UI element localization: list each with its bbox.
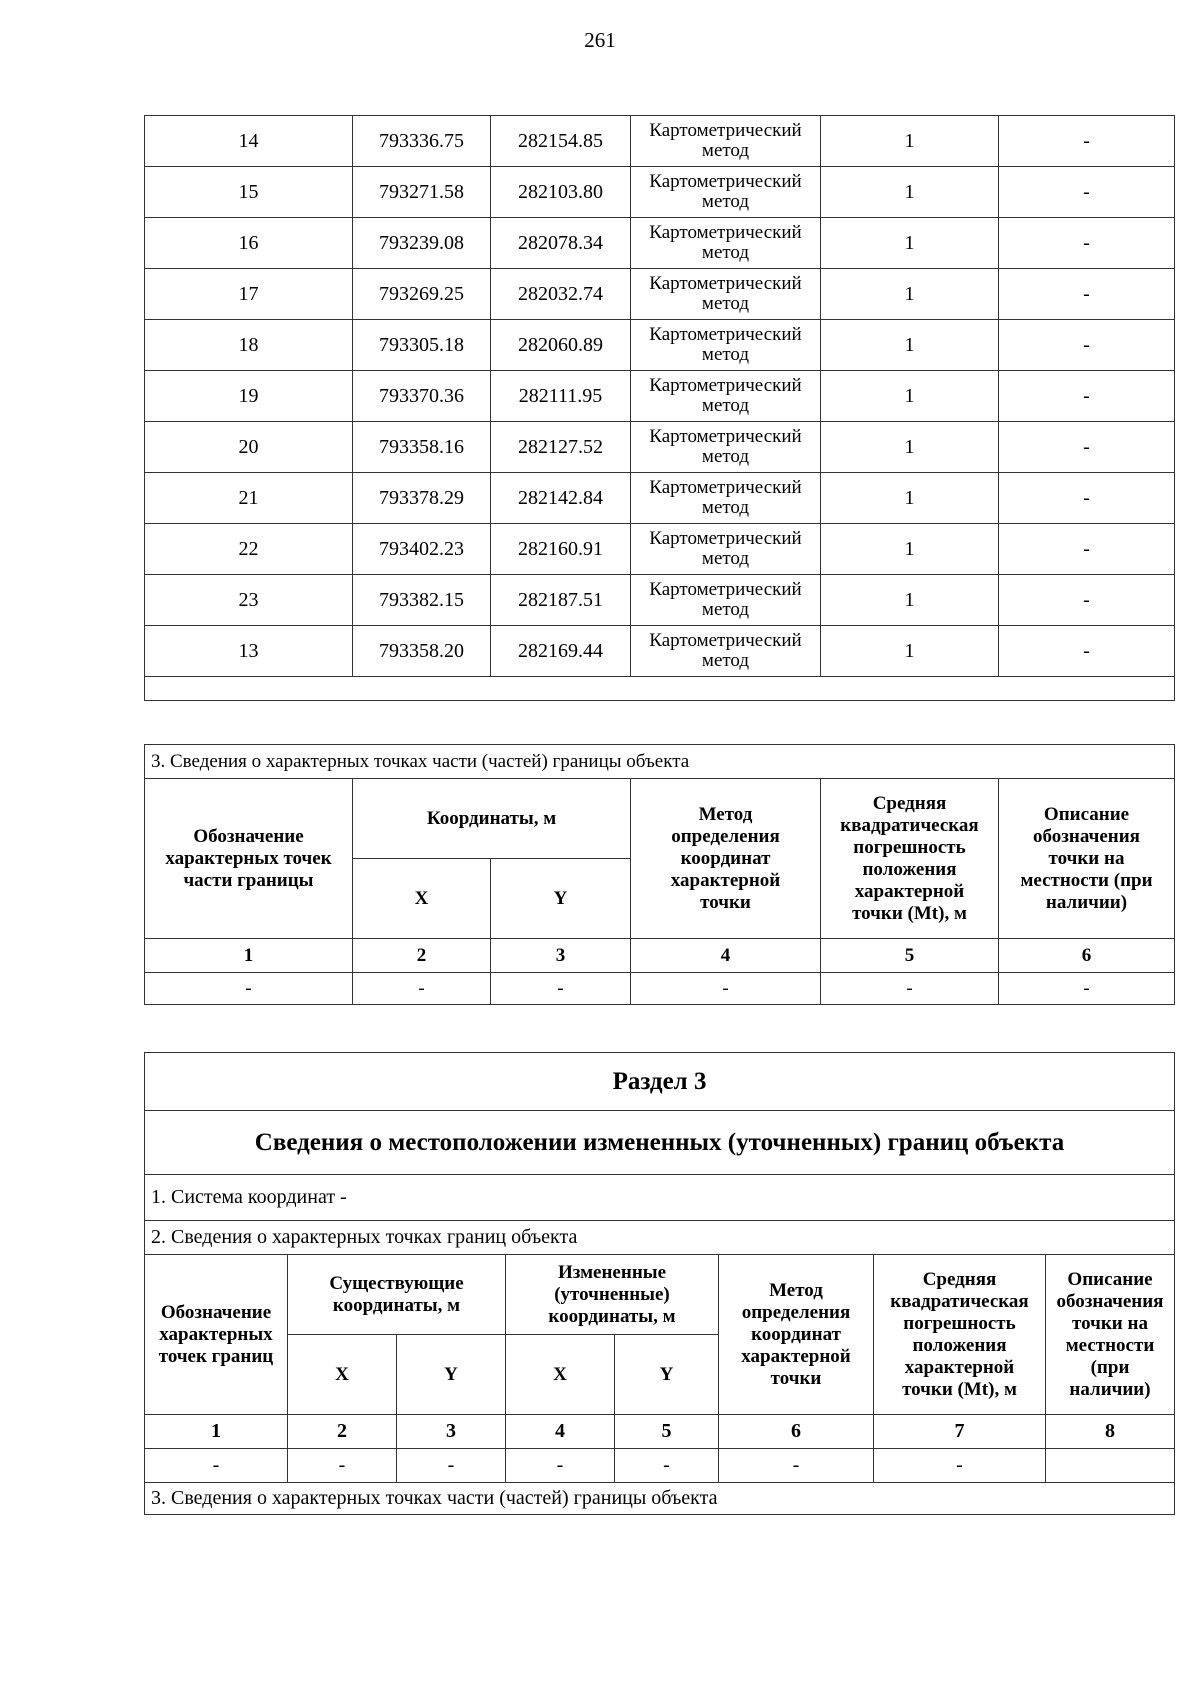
coord-x: 793402.23 [353,524,491,575]
mean-error: 1 [821,422,999,473]
coord-x: 793382.15 [353,575,491,626]
col-number: 6 [719,1415,874,1449]
mean-error: 1 [821,473,999,524]
point-number: 13 [145,626,353,677]
mean-error: 1 [821,116,999,167]
col-number: 4 [506,1415,615,1449]
coord-x: 793358.16 [353,422,491,473]
coord-y: 282078.34 [491,218,631,269]
point-number: 20 [145,422,353,473]
col-description: Описание обозначения точки на местности (при наличии) [999,779,1175,939]
point-number: 23 [145,575,353,626]
table-cell: - [719,1449,874,1483]
col-number: 3 [397,1415,506,1449]
method: Картометрический метод [631,269,821,320]
coord-y: 282103.80 [491,167,631,218]
coord-x: 793370.36 [353,371,491,422]
col-number: 3 [491,939,631,973]
table-row [145,473,1175,524]
table-cell: - [145,973,353,1005]
mean-error: 1 [821,218,999,269]
description: - [999,422,1175,473]
table-row [145,422,1175,473]
coord-x: 793336.75 [353,116,491,167]
method: Картометрический метод [631,422,821,473]
table-cell: - [615,1449,719,1483]
part-title: 3. Сведения о характерных точках части (частей) границы объекта [145,1483,1175,1515]
coord-y: 282032.74 [491,269,631,320]
col-coordinates: Координаты, м [353,779,631,859]
table-row [145,167,1175,218]
col-number: 1 [145,1415,288,1449]
mean-error: 1 [821,269,999,320]
col-changed-x: X [506,1335,615,1415]
mean-error: 1 [821,371,999,422]
table-cell: - [506,1449,615,1483]
point-number: 14 [145,116,353,167]
table-row [145,269,1175,320]
method: Картометрический метод [631,575,821,626]
description: - [999,575,1175,626]
coord-x: 793358.20 [353,626,491,677]
col-method: Метод определения координат характерной точки [719,1255,874,1415]
description: - [999,269,1175,320]
col-method: Метод определения координат характерной точки [631,779,821,939]
coord-y: 282169.44 [491,626,631,677]
col-number: 4 [631,939,821,973]
section-title: Сведения о местоположении измененных (уточненных) границ объекта [145,1111,1175,1175]
coord-y: 282160.91 [491,524,631,575]
col-designation: Обозначение характерных точек части границы [145,779,353,939]
col-changed-y: Y [615,1335,719,1415]
points-title: 2. Сведения о характерных точках границ объекта [145,1221,1175,1255]
table-row [145,218,1175,269]
coord-x: 793271.58 [353,167,491,218]
table-cell: - [874,1449,1046,1483]
method: Картометрический метод [631,167,821,218]
boundary-points-table [144,115,1175,701]
point-number: 21 [145,473,353,524]
col-description: Описание обозначения точки на местности (при наличии) [1046,1255,1175,1415]
method: Картометрический метод [631,320,821,371]
coord-x: 793239.08 [353,218,491,269]
page-number: 261 [584,28,616,52]
col-mean-error: Средняя квадратическая погрешность положения характерной точки (Mt), м [821,779,999,939]
col-number: 1 [145,939,353,973]
col-x: X [353,859,491,939]
col-number: 5 [821,939,999,973]
col-mean-error: Средняя квадратическая погрешность положения характерной точки (Mt), м [874,1255,1046,1415]
col-existing-coordinates: Существующие координаты, м [288,1255,506,1335]
col-changed-coordinates: Измененные (уточненные) координаты, м [506,1255,719,1335]
point-number: 16 [145,218,353,269]
col-number: 8 [1046,1415,1175,1449]
point-number: 22 [145,524,353,575]
table-row [145,371,1175,422]
section-heading: Раздел 3 [145,1053,1175,1111]
description: - [999,371,1175,422]
col-y: Y [491,859,631,939]
table-row [145,320,1175,371]
col-number: 2 [288,1415,397,1449]
table-cell [1046,1449,1175,1483]
col-existing-x: X [288,1335,397,1415]
coord-y: 282060.89 [491,320,631,371]
table-cell: - [353,973,491,1005]
table-row [145,116,1175,167]
coord-x: 793305.18 [353,320,491,371]
description: - [999,218,1175,269]
description: - [999,167,1175,218]
part-boundary-table [144,744,1175,1005]
point-number: 15 [145,167,353,218]
coord-y: 282142.84 [491,473,631,524]
point-number: 17 [145,269,353,320]
coord-y: 282187.51 [491,575,631,626]
col-designation: Обозначение характерных точек границ [145,1255,288,1415]
col-existing-y: Y [397,1335,506,1415]
table-cell: - [397,1449,506,1483]
method: Картометрический метод [631,371,821,422]
mean-error: 1 [821,524,999,575]
table-row [145,524,1175,575]
coord-x: 793378.29 [353,473,491,524]
section-3-table [144,1052,1175,1515]
col-number: 2 [353,939,491,973]
description: - [999,524,1175,575]
point-number: 19 [145,371,353,422]
mean-error: 1 [821,575,999,626]
table-cell: - [999,973,1175,1005]
table-row [145,626,1175,677]
description: - [999,116,1175,167]
col-number: 5 [615,1415,719,1449]
coord-y: 282111.95 [491,371,631,422]
mean-error: 1 [821,320,999,371]
table-cell: - [288,1449,397,1483]
method: Картометрический метод [631,473,821,524]
mean-error: 1 [821,626,999,677]
method: Картометрический метод [631,626,821,677]
table-cell: - [631,973,821,1005]
col-number: 6 [999,939,1175,973]
coord-y: 282127.52 [491,422,631,473]
coord-y: 282154.85 [491,116,631,167]
coord-x: 793269.25 [353,269,491,320]
method: Картометрический метод [631,218,821,269]
mean-error: 1 [821,167,999,218]
part-table-title: 3. Сведения о характерных точках части (частей) границы объекта [145,745,1175,779]
col-number: 7 [874,1415,1046,1449]
table-row [145,575,1175,626]
method: Картометрический метод [631,524,821,575]
table-cell: - [821,973,999,1005]
description: - [999,626,1175,677]
table-cell: - [145,1449,288,1483]
description: - [999,320,1175,371]
table-cell: - [491,973,631,1005]
method: Картометрический метод [631,116,821,167]
point-number: 18 [145,320,353,371]
description: - [999,473,1175,524]
empty-row [145,677,1175,701]
coordinate-system: 1. Система координат - [145,1175,1175,1221]
